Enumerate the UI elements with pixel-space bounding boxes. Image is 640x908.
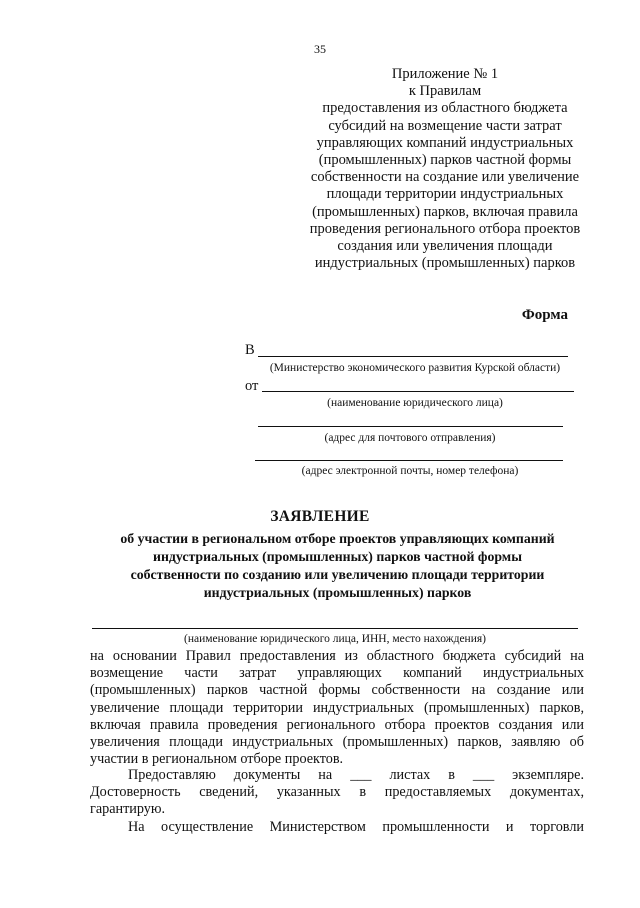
appendix-line: субсидий на возмещение части затрат (328, 117, 562, 134)
subtitle-line: собственности по созданию или увеличению площади территории (130, 567, 545, 582)
appendix-line: проведения регионального отбора проектов (309, 220, 581, 237)
appendix-line: создания или увеличения площади (337, 238, 553, 255)
to-blank-line[interactable] (258, 356, 568, 357)
paragraph-documents (90, 767, 584, 819)
from-blank-line[interactable] (262, 391, 574, 392)
subtitle-line: индустриальных (промышленных) парков (203, 585, 472, 600)
paragraph-line: Достоверность сведений, указанных в предоставляемых документах, (90, 784, 584, 801)
postal-caption: (адрес для почтового отправления) (324, 432, 496, 444)
paragraph-line: гарантирую. (90, 801, 166, 818)
paragraph-line: возмещение части затрат управляющих компаний индустриальных (90, 665, 584, 682)
appendix-line: к Правилам (408, 83, 482, 100)
postal-blank-line[interactable] (258, 426, 563, 427)
subtitle-line: индустриальных (промышленных) парков частной формы (153, 549, 522, 564)
subtitle-line: об участии в региональном отборе проектов управляющих компаний (120, 531, 555, 546)
document-subtitle (90, 530, 585, 602)
paragraph-line: На осуществление Министерством промышленности и торговли (128, 819, 584, 835)
applicant-blank-line[interactable] (92, 628, 578, 629)
from-caption: (наименование юридического лица) (327, 397, 503, 409)
to-prefix: В (245, 342, 255, 358)
to-caption: (Министерство экономического развития Курской области) (269, 362, 561, 374)
paragraph-line: Предоставляю документы на ___ листах в ___ экземпляре. (128, 767, 584, 783)
appendix-line: (промышленных) парков частной формы (318, 152, 572, 169)
appendix-line: Приложение № 1 (391, 66, 499, 82)
appendix-line: предоставления из областного бюджета (322, 100, 568, 117)
paragraph-consent (90, 819, 584, 836)
appendix-header (280, 66, 610, 272)
paragraph-line: увеличение площади территории индустриальных (промышленных) парков, (90, 699, 584, 716)
applicant-caption: (наименование юридического лица, ИНН, место нахождения) (184, 633, 486, 645)
contact-blank-line[interactable] (255, 460, 563, 461)
form-label: Форма (521, 307, 568, 323)
paragraph-line: (промышленных) парков частной формы собственности на создание или (90, 682, 584, 699)
appendix-line: (промышленных) парков, включая правила (312, 203, 578, 220)
appendix-line: собственности на создание или увеличение (310, 169, 580, 186)
paragraph-line: включая правила проведения регионального отбора проектов создания или (90, 716, 584, 733)
appendix-line: индустриальных (промышленных) парков (314, 255, 576, 272)
paragraph-basis (90, 648, 584, 768)
document-title: ЗАЯВЛЕНИЕ (270, 508, 370, 525)
appendix-line: управляющих компаний индустриальных (316, 134, 574, 151)
contact-caption: (адрес электронной почты, номер телефона) (301, 465, 519, 477)
paragraph-line: увеличения площади индустриальных (промышленных) парков, заявляю об (90, 734, 584, 751)
paragraph-line: участии в региональном отборе проектов. (90, 751, 344, 768)
paragraph-line: на основании Правил предоставления из областного бюджета субсидий на (90, 648, 584, 664)
page-number: 35 (314, 42, 326, 56)
from-prefix: от (245, 378, 259, 394)
appendix-line: площади территории индустриальных (326, 186, 564, 203)
